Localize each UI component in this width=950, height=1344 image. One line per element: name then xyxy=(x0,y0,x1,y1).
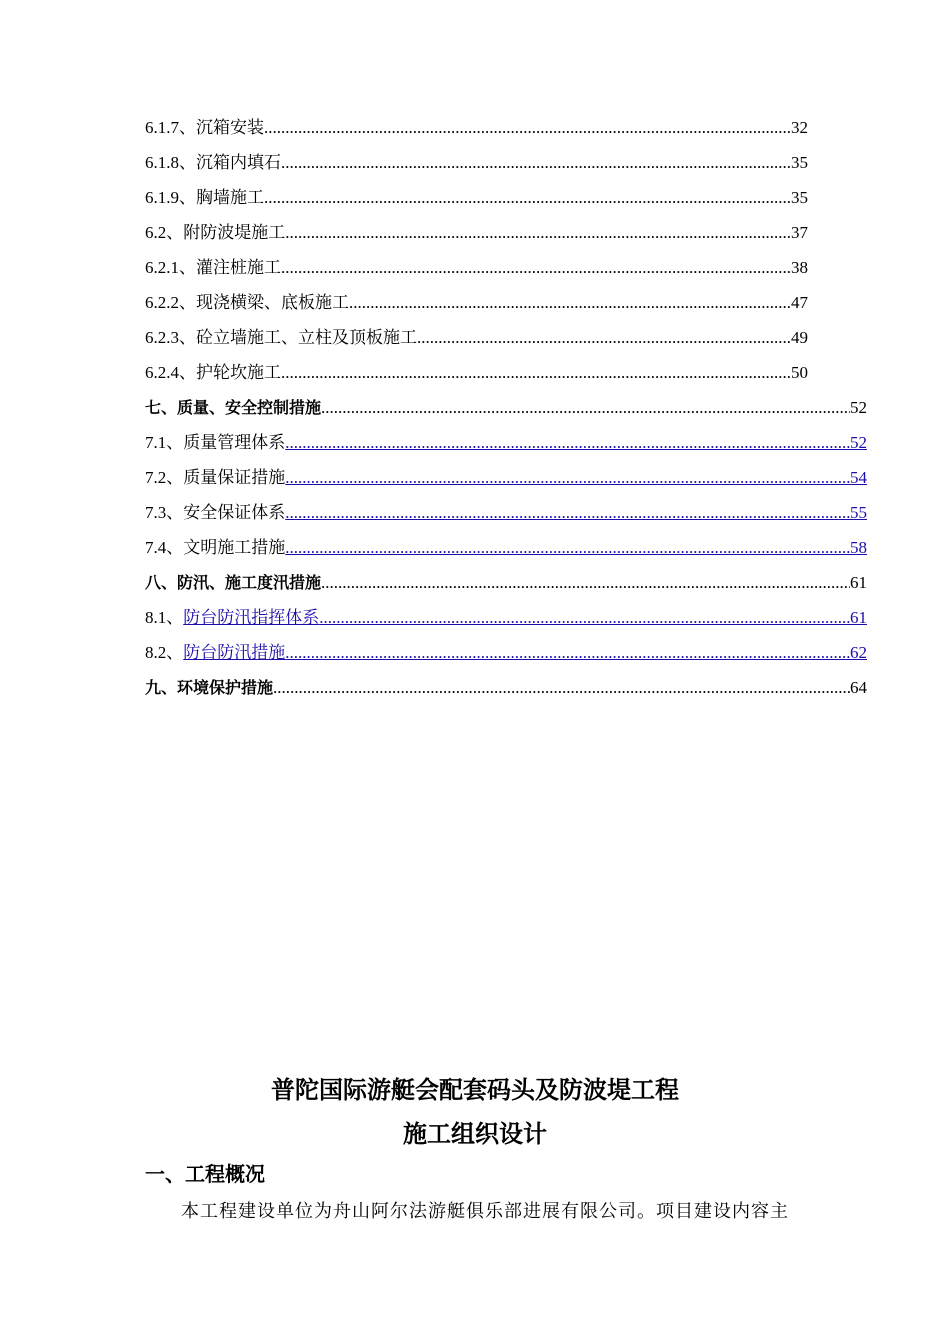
toc-entry-prefix: 7.1、 xyxy=(145,433,184,452)
toc-entry-page: 38 xyxy=(791,258,808,277)
toc-entry-page-link[interactable]: 58 xyxy=(850,538,867,557)
toc-entry-7-3[interactable] xyxy=(145,495,867,530)
toc-entry-page: 47 xyxy=(791,293,808,312)
toc-entry-6-2-3[interactable] xyxy=(145,320,808,355)
toc-leader-dots xyxy=(281,250,791,285)
toc-entry-prefix: 6.2.3、 xyxy=(145,328,196,347)
toc-leader-dots xyxy=(285,460,850,495)
toc-leader-dots xyxy=(273,670,850,705)
section-heading: 一、工程概况 xyxy=(145,1162,265,1186)
toc-leader-dots xyxy=(264,180,791,215)
toc-entry-prefix: 6.1.9、 xyxy=(145,188,196,207)
toc-leader-dots xyxy=(285,425,850,460)
toc-entry-page-link[interactable]: 61 xyxy=(850,608,867,627)
document-title: 普陀国际游艇会配套码头及防波堤工程 xyxy=(271,1076,679,1104)
toc-entry-6-2-1[interactable] xyxy=(145,250,808,285)
toc-entry-chapter-8[interactable] xyxy=(145,565,867,600)
toc-entry-6-1-7[interactable] xyxy=(145,110,808,145)
toc-entry-page: 35 xyxy=(791,153,808,172)
toc-entry-prefix: 6.1.7、 xyxy=(145,118,196,137)
toc-entry-title: 安全保证体系 xyxy=(183,503,286,522)
toc-entry-6-1-8[interactable] xyxy=(145,145,808,180)
toc-leader-dots xyxy=(319,600,850,635)
toc-leader-dots xyxy=(285,215,791,250)
toc-leader-dots xyxy=(264,110,791,145)
toc-entry-page: 49 xyxy=(791,328,808,347)
toc-entry-chapter-9[interactable] xyxy=(145,670,867,705)
toc-entry-page: 35 xyxy=(791,188,808,207)
toc-entry-prefix: 6.2、 xyxy=(145,223,184,242)
toc-entry-7-2[interactable] xyxy=(145,460,867,495)
toc-entry-title: 沉箱安装 xyxy=(196,118,264,137)
toc-entry-page: 32 xyxy=(791,118,808,137)
toc-entry-prefix: 6.1.8、 xyxy=(145,153,196,172)
toc-entry-title-link[interactable]: 防台防汛指挥体系 xyxy=(183,608,320,627)
toc-entry-7-4[interactable] xyxy=(145,530,867,565)
toc-leader-dots xyxy=(285,495,850,530)
toc-entry-6-2-4[interactable] xyxy=(145,355,808,390)
toc-leader-dots xyxy=(285,530,850,565)
toc-entry-title: 九、环境保护措施 xyxy=(145,678,274,697)
section-paragraph: 本工程建设单位为舟山阿尔法游艇俱乐部进展有限公司。项目建设内容主 xyxy=(181,1201,789,1221)
toc-entry-6-1-9[interactable] xyxy=(145,180,808,215)
toc-entry-title: 附防波堤施工 xyxy=(183,223,286,242)
toc-entry-7-1[interactable] xyxy=(145,425,867,460)
toc-entry-page: 37 xyxy=(791,223,808,242)
toc-entry-8-1[interactable] xyxy=(145,600,867,635)
toc-leader-dots xyxy=(281,145,791,180)
toc-entry-prefix: 6.2.2、 xyxy=(145,293,196,312)
toc-leader-dots xyxy=(349,285,791,320)
toc-entry-page-link[interactable]: 62 xyxy=(850,643,867,662)
toc-entry-title: 七、质量、安全控制措施 xyxy=(145,398,322,417)
toc-entry-title: 八、防汛、施工度汛措施 xyxy=(145,573,322,592)
toc-entry-title: 胸墙施工 xyxy=(196,188,264,207)
toc-entry-page-link[interactable]: 55 xyxy=(850,503,867,522)
toc-entry-title: 护轮坎施工 xyxy=(196,363,281,382)
toc-entry-title: 沉箱内填石 xyxy=(196,153,281,172)
toc-entry-prefix: 8.1、 xyxy=(145,608,184,627)
toc-leader-dots xyxy=(417,320,791,355)
toc-entry-title: 质量保证措施 xyxy=(183,468,286,487)
toc-entry-title: 质量管理体系 xyxy=(183,433,286,452)
toc-entry-title: 文明施工措施 xyxy=(183,538,286,557)
toc-entry-title: 灌注桩施工 xyxy=(196,258,281,277)
toc-leader-dots xyxy=(285,635,850,670)
toc-entry-6-2[interactable] xyxy=(145,215,808,250)
toc-leader-dots xyxy=(321,565,850,600)
toc-entry-title-link[interactable]: 防台防汛措施 xyxy=(183,643,286,662)
toc-entry-title: 砼立墙施工、立柱及顶板施工 xyxy=(196,328,417,347)
document-subtitle: 施工组织设计 xyxy=(403,1120,547,1148)
toc-entry-prefix: 6.2.4、 xyxy=(145,363,196,382)
document-title-block xyxy=(0,1068,950,1156)
toc-entry-prefix: 7.2、 xyxy=(145,468,184,487)
table-of-contents xyxy=(145,110,867,705)
toc-entry-prefix: 6.2.1、 xyxy=(145,258,196,277)
toc-entry-page: 64 xyxy=(850,678,867,697)
toc-entry-page: 52 xyxy=(850,398,867,417)
toc-leader-dots xyxy=(281,355,791,390)
toc-entry-page-link[interactable]: 52 xyxy=(850,433,867,452)
toc-entry-page-link[interactable]: 54 xyxy=(850,468,867,487)
toc-entry-8-2[interactable] xyxy=(145,635,867,670)
toc-entry-prefix: 7.4、 xyxy=(145,538,184,557)
toc-entry-page: 61 xyxy=(850,573,867,592)
toc-entry-page: 50 xyxy=(791,363,808,382)
toc-entry-title: 现浇横梁、底板施工 xyxy=(196,293,349,312)
toc-entry-chapter-7[interactable] xyxy=(145,390,867,425)
toc-entry-prefix: 8.2、 xyxy=(145,643,184,662)
toc-entry-6-2-2[interactable] xyxy=(145,285,808,320)
toc-entry-prefix: 7.3、 xyxy=(145,503,184,522)
toc-leader-dots xyxy=(321,390,850,425)
